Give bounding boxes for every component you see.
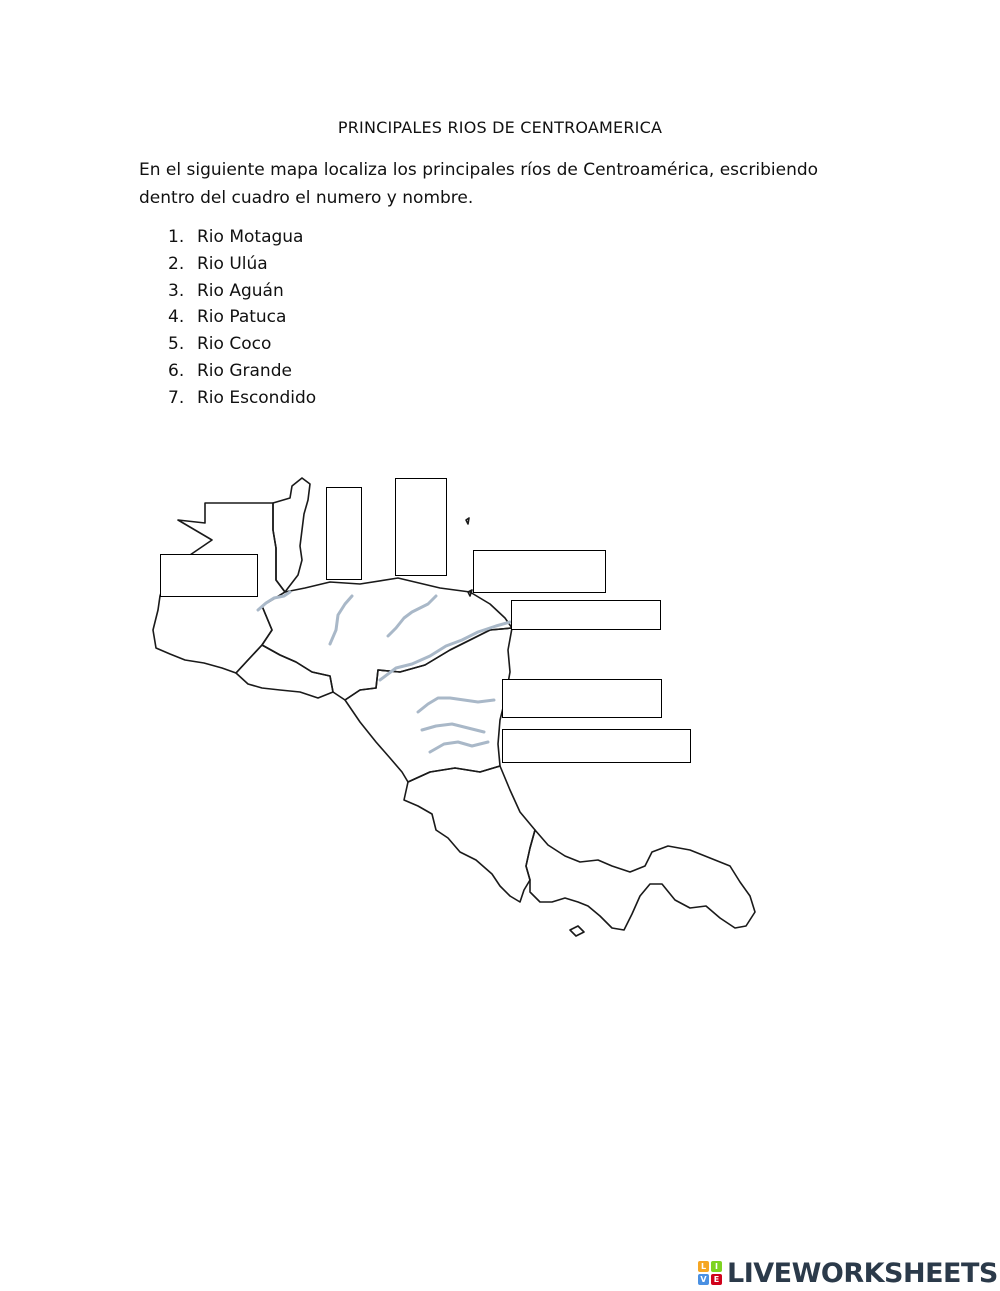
river-ulua <box>330 596 352 644</box>
island-outline <box>570 926 584 936</box>
river-name: Rio Coco <box>197 334 272 355</box>
worksheet-title: PRINCIPALES RIOS DE CENTROAMERICA <box>337 118 663 137</box>
river-name: Rio Ulúa <box>197 253 268 274</box>
river-name: Rio Aguán <box>197 280 284 301</box>
list-number: 3. <box>168 280 185 301</box>
liveworksheets-logo <box>698 1256 998 1290</box>
instructions-text: En el siguiente mapa localiza los principales ríos de Centroamérica, escribiendo dentro del cuadro el numero y nombre. <box>139 160 819 208</box>
river-name: Rio Patuca <box>197 307 287 328</box>
honduras-outline <box>262 578 512 700</box>
list-number: 1. <box>168 227 185 247</box>
el-salvador-outline <box>236 645 333 698</box>
river-motagua <box>258 592 290 610</box>
list-number: 5. <box>168 334 185 355</box>
list-number: 2. <box>168 253 185 274</box>
river-coco <box>418 698 494 712</box>
list-number: 7. <box>168 387 185 408</box>
panama-outline <box>526 830 755 930</box>
river-name: Rio Motagua <box>197 227 304 247</box>
logo-text: LIVEWORKSHEETS <box>727 1257 998 1289</box>
belize-outline <box>273 478 310 592</box>
costa-rica-outline <box>404 766 535 902</box>
answer-box-1[interactable] <box>160 554 258 597</box>
answer-box-6[interactable] <box>502 679 662 718</box>
river-aguan <box>388 596 436 636</box>
island-outline <box>468 590 472 596</box>
answer-box-3[interactable] <box>395 478 447 576</box>
answer-box-5[interactable] <box>511 600 661 630</box>
list-number: 6. <box>168 360 185 381</box>
answer-box-2[interactable] <box>326 487 362 580</box>
answer-box-4[interactable] <box>473 550 606 593</box>
answer-box-7[interactable] <box>502 729 691 763</box>
island-outline <box>466 518 469 524</box>
logo-badge-icon: L I V E <box>698 1261 722 1285</box>
list-number: 4. <box>168 307 185 328</box>
river-grande <box>422 724 484 732</box>
river-name: Rio Escondido <box>197 387 317 408</box>
river-name: Rio Grande <box>197 360 292 381</box>
river-escondido <box>430 742 488 752</box>
